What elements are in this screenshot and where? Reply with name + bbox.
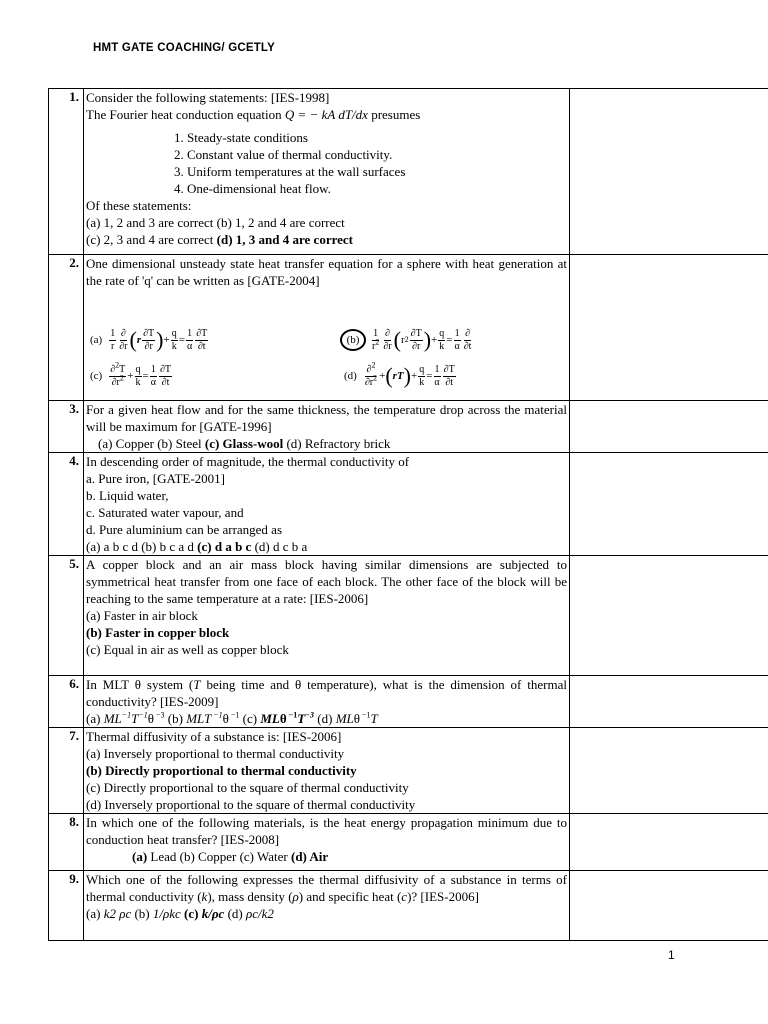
answer-option: (d) Inversely proportional to the square of thermal conductivity	[86, 797, 416, 812]
answer-options: (a) k2 ρc (b) 1/ρkc (c) k/ρc (d) ρc/k2	[86, 906, 274, 921]
question-number: 7.	[49, 728, 84, 814]
question-row-2	[49, 255, 768, 401]
question-text: The Fourier heat conduction equation Q = − kA dT/dx presumes	[86, 107, 421, 122]
answer-cell	[570, 728, 768, 814]
answer-options: (a) Copper (b) Steel (c) Glass-wool (d) Refractory brick	[98, 436, 391, 451]
answer-options: (a) a b c d (b) b c a d (c) d a b c (d) d c b a	[86, 539, 308, 554]
fourier-equation: Q = − kA dT/dx	[284, 107, 368, 122]
list-item: 1. Steady-state conditions	[174, 130, 308, 145]
equation-option-b: (b) $\frac{1}{r^2}$ $\frac{\partial}{\partial r}$ ( r 2 $\frac{\partial T}{\partial r}$ ) + $\frac{q}{k}$ = $\frac{1}{\alpha}$ $\frac{\partial}{\partial t}$	[340, 323, 473, 357]
answer-cell	[570, 255, 768, 401]
answer-options: (a) 1, 2 and 3 are correct (b) 1, 2 and 4 are correct	[86, 215, 345, 230]
question-body	[84, 401, 570, 453]
question-row-1	[49, 89, 768, 255]
question-text: Which one of the following expresses the thermal diffusivity of a substance in terms of thermal conductivity (k), mass density (ρ) and specific heat (c)? [IES-2006]	[86, 872, 567, 904]
question-text: In which one of the following materials, is the heat energy propagation minimum due to conduction heat transfer? [IES-2008]	[86, 815, 567, 847]
question-text: One dimensional unsteady state heat transfer equation for a sphere with heat generation at the rate of 'q' can be written as [GATE-2004]	[86, 256, 567, 288]
answer-option: (a) Inversely proportional to thermal conductivity	[86, 746, 345, 761]
answer-cell	[570, 556, 768, 676]
question-number: 2.	[49, 255, 84, 401]
question-text: For a given heat flow and for the same thickness, the temperature drop across the material will be maximum for [GATE-1996]	[86, 402, 567, 434]
question-number: 5.	[49, 556, 84, 676]
equation-option-d: (d) $\frac{\partial^2}{\partial r^2}$ + ( rT ) + $\frac{q}{k}$ = $\frac{1}{\alpha}$ $\frac{\partial T}{\partial t}$	[344, 360, 455, 388]
correct-answer: (d) Air	[290, 849, 329, 864]
answer-cell	[570, 814, 768, 871]
list-item: a. Pure iron, [GATE-2001]	[86, 471, 225, 486]
correct-answer: (b) Faster in copper block	[86, 625, 230, 640]
questions-table	[48, 88, 768, 941]
correct-answer: (d) 1, 3 and 4 are correct	[216, 232, 354, 247]
question-number: 1.	[49, 89, 84, 255]
list-item: 3. Uniform temperatures at the wall surfaces	[174, 164, 406, 179]
question-row-5	[49, 556, 768, 676]
answer-options: (a) Lead (b) Copper (c) Water (d) Air	[132, 849, 329, 864]
question-text: A copper block and an air mass block having similar dimensions are subjected to symmetrical heat transfer from one face of each block. The other face of the block will be reaching to the same temperature at a rate: [IES-2006]	[86, 557, 567, 606]
list-item: 2. Constant value of thermal conductivity.	[174, 147, 393, 162]
equation-row	[86, 323, 567, 359]
answer-cell	[570, 871, 768, 941]
question-row-3	[49, 401, 768, 453]
answer-option: (a) Faster in air block	[86, 608, 198, 623]
question-number: 6.	[49, 676, 84, 728]
correct-answer: k/ρc	[201, 906, 225, 921]
answer-option: (c) Equal in air as well as copper block	[86, 642, 289, 657]
question-text: In descending order of magnitude, the thermal conductivity of	[86, 454, 410, 469]
question-body	[84, 89, 570, 255]
question-text: Consider the following statements: [IES-1998]	[86, 90, 330, 105]
equation-option-a: (a) $\frac{1}{r}$ $\frac{\partial}{\partial r}$ ( r $\frac{\partial T}{\partial r}$ ) + $\frac{q}{k}$ = $\frac{1}{\alpha}$ $\frac{\partial T}{\partial t}$	[90, 327, 208, 352]
answer-options: (c) 2, 3 and 4 are correct (d) 1, 3 and 4 are correct	[86, 232, 354, 247]
document-header: HMT GATE COACHING/ GCETLY	[93, 42, 275, 54]
question-row-7	[49, 728, 768, 814]
question-body	[84, 871, 570, 941]
question-row-4	[49, 453, 768, 556]
list-item: c. Saturated water vapour, and	[86, 505, 244, 520]
answer-cell	[570, 453, 768, 556]
list-item: d. Pure aluminium can be arranged as	[86, 522, 283, 537]
question-text: Of these statements:	[86, 198, 192, 213]
selected-answer-circle: (b)	[340, 329, 366, 351]
equation-option-c: (c) $\frac{\partial^2T}{\partial r^2}$ + $\frac{q}{k}$ = $\frac{1}{\alpha}$ $\frac{\partial T}{\partial t}$	[90, 360, 172, 388]
question-body	[84, 255, 570, 401]
question-text: In MLT θ system (T being time and θ temperature), what is the dimension of thermal conductivity? [IES-2009]	[86, 677, 567, 709]
equation-row	[86, 359, 567, 395]
question-text: Thermal diffusivity of a substance is: [IES-2006]	[86, 729, 342, 744]
question-number: 4.	[49, 453, 84, 556]
page-number: 1	[668, 948, 675, 962]
answer-cell	[570, 676, 768, 728]
question-body	[84, 556, 570, 676]
question-number: 9.	[49, 871, 84, 941]
correct-answer: MLθ $^{-1}T^{-3}$	[260, 710, 315, 726]
correct-answer: (c) d a b c	[197, 539, 252, 554]
correct-answer: (c) Glass-wool	[204, 436, 284, 451]
question-body	[84, 728, 570, 814]
answer-options: (a) $ML^{-1}T^{-1}\theta$ $^{-3}$ (b) MLT $^{-1}$θ $^{-1}$ (c) MLθ $^{-1}T^{-3}$ (d) MLθ $^{-1}$T	[86, 710, 378, 726]
question-row-9	[49, 871, 768, 941]
list-item: 4. One-dimensional heat flow.	[174, 181, 331, 196]
list-item: b. Liquid water,	[86, 488, 169, 503]
statement-list	[86, 129, 567, 197]
answer-cell	[570, 89, 768, 255]
question-body	[84, 814, 570, 871]
question-number: 8.	[49, 814, 84, 871]
question-body	[84, 453, 570, 556]
answer-option: (c) Directly proportional to the square of thermal conductivity	[86, 780, 409, 795]
question-row-8	[49, 814, 768, 871]
question-number: 3.	[49, 401, 84, 453]
question-body	[84, 676, 570, 728]
correct-answer: (b) Directly proportional to thermal conductivity	[86, 763, 357, 778]
question-row-6	[49, 676, 768, 728]
answer-cell	[570, 401, 768, 453]
